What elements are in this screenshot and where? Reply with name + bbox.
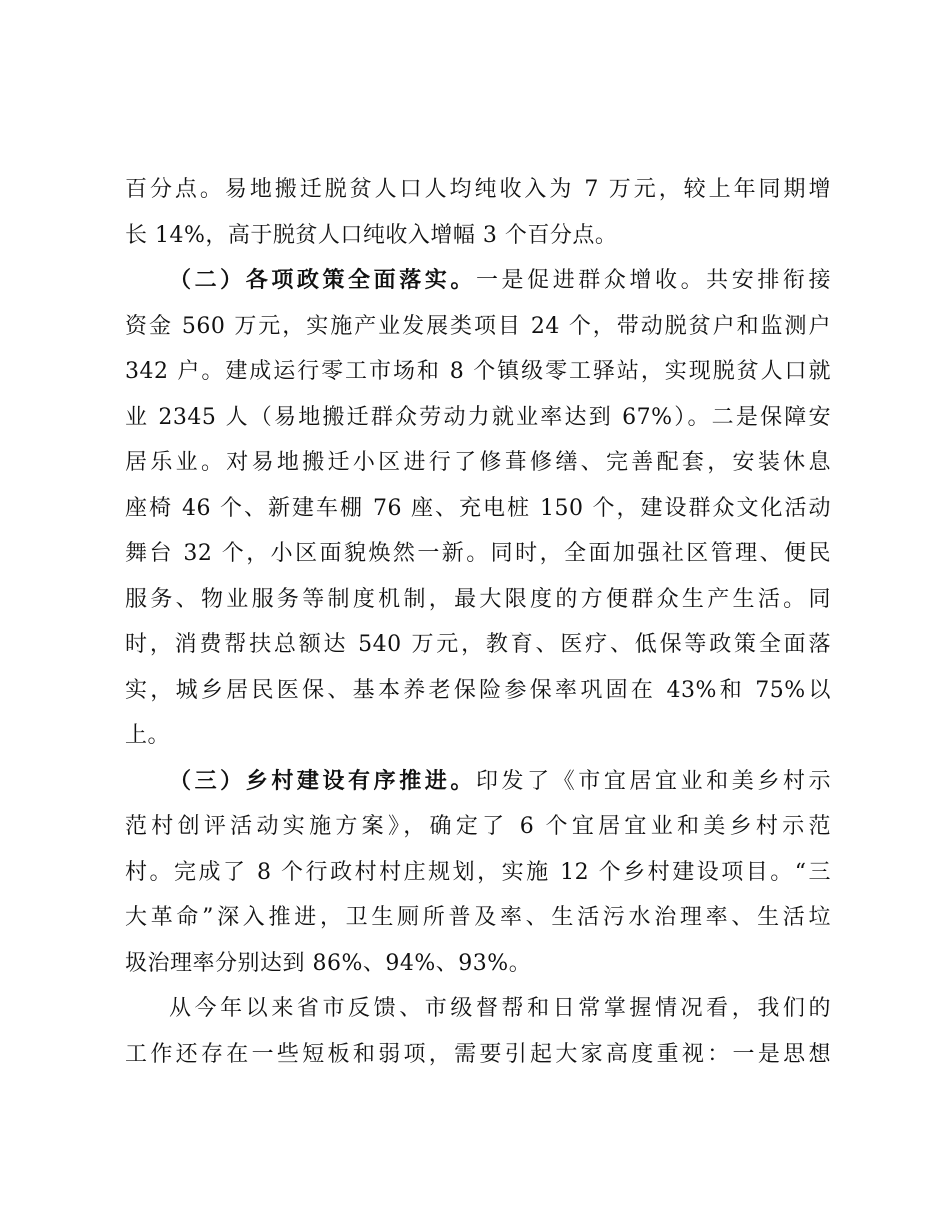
- text-line: [125, 258, 831, 304]
- text-line: 时，消费帮扶总额达 540 万元，教育、医疗、低保等政策全面落: [125, 632, 831, 657]
- text-line: 业 2345 人（易地搬迁群众劳动力就业率达到 67%）。二是保障安: [125, 404, 831, 430]
- section-heading-2: （二）各项政策全面落实。: [169, 267, 476, 293]
- text-line: 居乐业。对易地搬迁小区进行了修葺修缮、完善配套，安装休息: [125, 450, 831, 475]
- text-line: 长 14%，高于脱贫人口纯收入增幅 3 个百分点。: [125, 222, 618, 248]
- text-line: [125, 759, 831, 805]
- paragraph-income: [125, 167, 831, 258]
- text-line: 服务、物业服务等制度机制，最大限度的方便群众生产生活。同: [125, 586, 831, 612]
- text-line: 舞台 32 个，小区面貌焕然一新。同时，全面加强社区管理、便民: [125, 541, 831, 566]
- section-heading-3: （三）乡村建设有序推进。: [169, 767, 476, 794]
- paragraph-policies: [125, 258, 831, 759]
- text-line: 大革命”深入推进，卫生厕所普及率、生活污水治理率、生活垃: [125, 905, 831, 930]
- text-line: 上。: [125, 723, 171, 748]
- text-line: 百分点。易地搬迁脱贫人口人均纯收入为 7 万元，较上年同期增: [125, 177, 831, 202]
- text-line: 范村创评活动实施方案》，确定了 6 个宜居宜业和美乡村示范: [125, 814, 831, 839]
- text-line: 圾治理率分别达到 86%、94%、93%。: [125, 950, 532, 976]
- text-line: 村。完成了 8 个行政村村庄规划，实施 12 个乡村建设项目。“三: [125, 859, 831, 885]
- text-line: 工作还存在一些短板和弱项，需要引起大家高度重视：一是思想: [125, 1041, 831, 1067]
- text-segment: 一是促进群众增收。共安排衔接: [475, 268, 831, 293]
- text-line: 342 户。建成运行零工市场和 8 个镇级零工驿站，实现脱贫人口就: [125, 359, 831, 384]
- paragraph-shortcomings: [125, 986, 831, 1077]
- text-line: 资金 560 万元，实施产业发展类项目 24 个，带动脱贫户和监测户: [125, 313, 831, 339]
- text-segment: 印发了《市宜居宜业和美乡村示: [475, 768, 831, 794]
- text-line: 从今年以来省市反馈、市级督帮和日常掌握情况看，我们的: [169, 996, 831, 1021]
- text-line: 实，城乡居民医保、基本养老保险参保率巩固在 43%和 75%以: [125, 677, 831, 703]
- document-page: [125, 167, 831, 1077]
- text-line: 座椅 46 个、新建车棚 76 座、充电桩 150 个，建设群众文化活动: [125, 495, 831, 521]
- paragraph-rural-construction: [125, 759, 831, 987]
